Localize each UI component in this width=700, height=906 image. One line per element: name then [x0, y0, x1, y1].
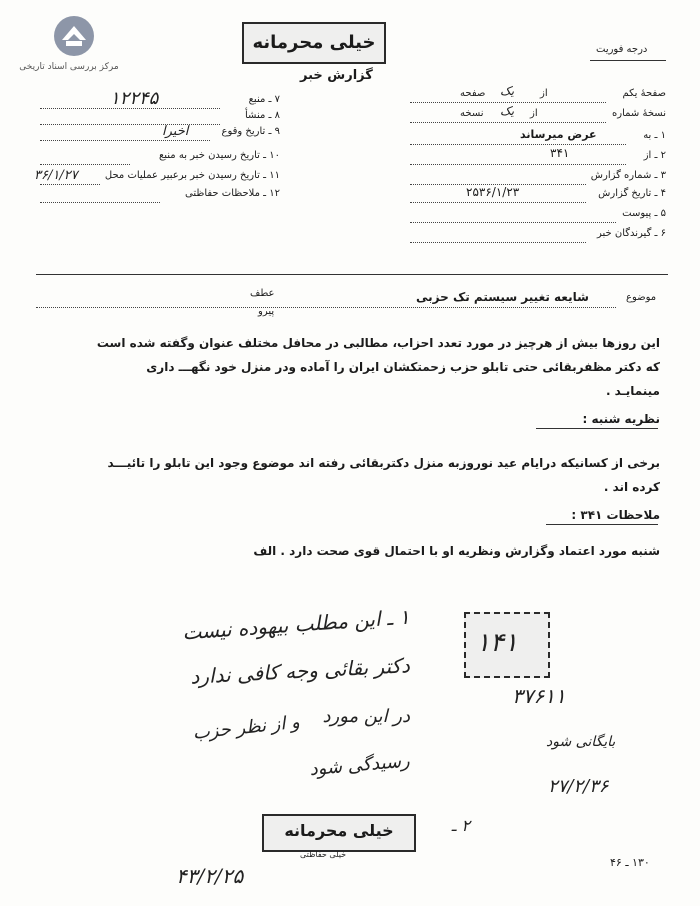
right-field: [410, 146, 666, 168]
right-field: [410, 130, 666, 148]
field-value: یک: [500, 104, 515, 118]
field-label: ۸ ـ منشأ: [244, 110, 280, 121]
subject-value: شایعه تغییر سیستم تک حزبی: [416, 290, 589, 304]
field-value: یک: [500, 84, 515, 98]
left-field: [40, 188, 280, 206]
field-label: ۱ ـ به: [643, 130, 666, 141]
priority-line: [590, 60, 666, 61]
body-line: کرده اند .: [603, 480, 660, 494]
body-line: این روزها بیش از هرچیز در مورد تعدد احزاب، مطالبی در محافل مختلف عنوان وگفته شده است: [96, 336, 660, 350]
handwritten-note: بایگانی شود: [546, 734, 616, 750]
left-field: [40, 150, 280, 168]
field-value: ۳۶/۱/۲۷: [34, 168, 78, 183]
field-value: ۲۵۳۶/۱/۲۳: [466, 185, 520, 199]
bottom-classification-stamp: [262, 814, 416, 852]
shanbe-label: نظریه شنبه :: [582, 412, 660, 426]
handwritten-line: در این مورد: [322, 706, 410, 727]
body-line: مینمایـد .: [605, 384, 660, 398]
field-label: ۲ ـ از: [643, 150, 666, 161]
field-label: ۹ ـ تاریخ وقوع: [221, 126, 280, 137]
field-label: صفحهٔ یکم: [622, 88, 666, 99]
handwritten-number: ۳۷۶۱۱: [512, 684, 566, 708]
subject-label: موضوع: [626, 292, 657, 303]
archive-stamp: ۱۴۱: [464, 612, 550, 678]
right-field: صفحهٔ یکم از صفحه یک: [410, 88, 666, 106]
right-field: [410, 208, 666, 226]
body-line: که دکتر مظفربقائی حتی تابلو حزب زحمتکشان ایران را آماده ودر منزل خود نگهـــ داری: [146, 360, 660, 374]
field-value: ۳۴۱: [550, 146, 570, 160]
field-label: نسخهٔ شماره: [612, 108, 666, 119]
field-value: اخیرا: [162, 124, 189, 139]
field-label: ۴ ـ تاریخ گزارش: [598, 188, 666, 199]
atf-label: عطف: [250, 288, 275, 299]
watermark-text: مرکز بررسی اسناد تاریخی: [19, 62, 119, 72]
handwritten-bottom-number: ۴۳/۲/۲۵: [176, 864, 244, 888]
handwritten-date: ۲۷/۲/۳۶: [548, 776, 609, 797]
field-label: ۷ ـ منبع: [248, 94, 280, 105]
right-field: [410, 228, 666, 246]
right-field: نسخهٔ شماره از نسخه یک: [410, 108, 666, 126]
field-label: ۶ ـ گیرندگان خبر: [596, 228, 666, 239]
report-title: گزارش خبر: [300, 68, 373, 83]
left-field: [34, 168, 280, 188]
classification-stamp-text: خیلی محرمانه: [252, 32, 376, 53]
notes-label: ملاحظات ۳۴۱ :: [571, 508, 660, 522]
body-line: برخی از کسانیکه درایام عید نوروزبه منزل دکتربقائی رفته اند موضوع وجود این تابلو را تائیـــد: [107, 456, 660, 470]
field-value: ۱۲۲۴۵: [110, 88, 159, 109]
right-field: [410, 170, 666, 188]
field-label: ۱۰ ـ تاریخ رسیدن خبر به منبع: [158, 150, 280, 161]
peyro-label: پیرو: [258, 306, 275, 317]
field-label: ۵ ـ پیوست: [622, 208, 666, 219]
handwritten-line: رسیدگی شود: [308, 750, 411, 781]
field-label: ۳ ـ شماره گزارش: [590, 170, 666, 181]
field-label: ۱۱ ـ تاریخ رسیدن خبر برعبیر عملیات محل: [104, 170, 280, 181]
handwritten-line: ۲ ـ: [451, 816, 470, 835]
handwritten-line: ۱ ـ این مطلب بیهوده نیست: [181, 604, 411, 645]
right-field: [410, 185, 666, 206]
field-label: ۱۲ ـ ملاحظات حفاظتی: [185, 188, 280, 199]
classification-stamp: [242, 22, 386, 64]
field-value: عرض میرساند: [520, 128, 597, 141]
left-field: [40, 126, 280, 144]
archive-logo-icon: [52, 14, 96, 58]
handwritten-line: دکتر بقائی وجه کافی ندارد: [189, 653, 411, 689]
body-line: شنبه مورد اعتماد وگزارش ونظریه او با احتمال قوی صحت دارد . الف: [253, 544, 660, 558]
handwritten-line: و از نظر حزب: [191, 711, 301, 744]
priority-label: درجه فوریت: [596, 44, 648, 55]
bottom-stamp-small: خیلی حفاظتی: [300, 850, 347, 859]
bottom-stamp-text: خیلی محرمانه: [284, 821, 394, 840]
subject-line: [36, 307, 616, 308]
form-code: ۱۳۰ ـ ۴۶: [610, 856, 650, 869]
header-divider: [36, 274, 668, 275]
